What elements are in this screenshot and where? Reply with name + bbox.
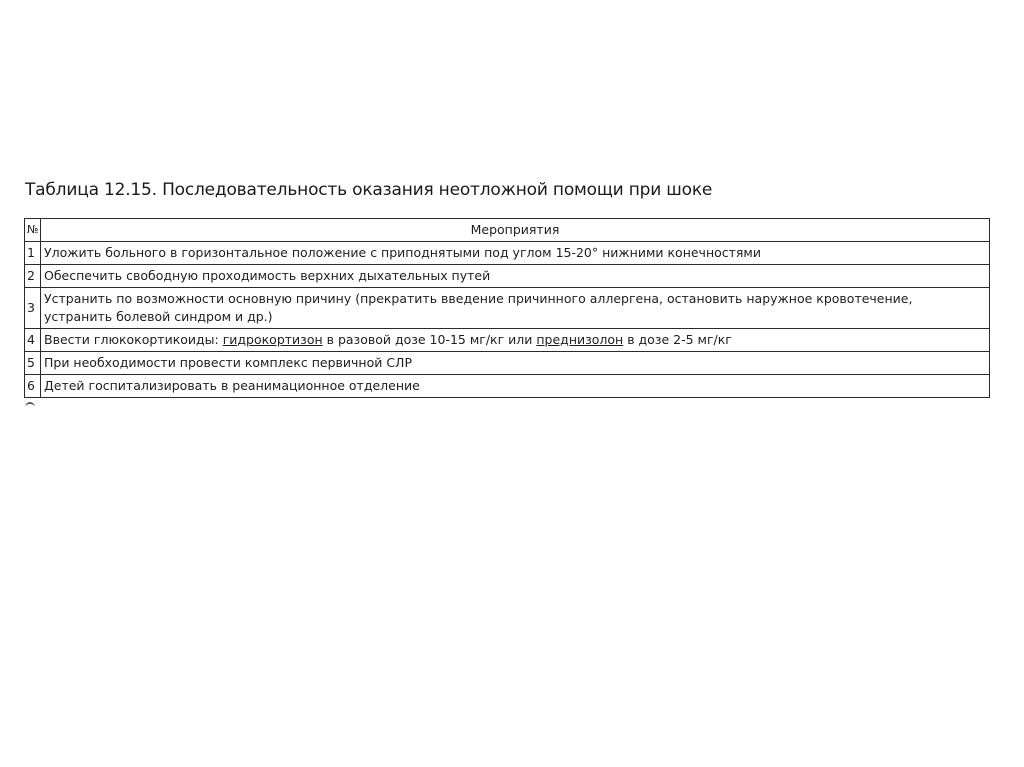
- row-number: 6: [25, 375, 41, 398]
- row-number: 4: [25, 329, 41, 352]
- row-text: При необходимости провести комплекс первичной СЛР: [41, 352, 990, 375]
- table-row: [25, 352, 990, 375]
- table-row: [25, 242, 990, 265]
- drug-name-prednisolone: преднизолон: [536, 332, 624, 347]
- table-row: [25, 329, 990, 352]
- text-fragment: в дозе 2-5 мг/кг: [623, 332, 732, 347]
- table-row: [25, 265, 990, 288]
- text-fragment: Ввести глюкокортикоиды:: [44, 332, 223, 347]
- emergency-care-table: [24, 218, 990, 398]
- header-actions: Мероприятия: [41, 219, 990, 242]
- table-header-row: [25, 219, 990, 242]
- row-text: [41, 288, 990, 329]
- table-caption: Таблица 12.15. Последовательность оказания неотложной помощи при шоке: [25, 180, 713, 200]
- header-number: №: [25, 219, 41, 242]
- row-number: 5: [25, 352, 41, 375]
- row-text: Обеспечить свободную проходимость верхних дыхательных путей: [41, 265, 990, 288]
- text-fragment: в разовой дозе 10-15 мг/кг или: [322, 332, 537, 347]
- table-row: [25, 288, 990, 329]
- row-text-line: Устранить по возможности основную причину (прекратить введение причинного аллергена, остановить наружное кровотечение,: [44, 291, 913, 306]
- row-text: Детей госпитализировать в реанимационное отделение: [41, 375, 990, 398]
- row-text: [41, 329, 990, 352]
- cropped-text-fragment: [25, 402, 35, 410]
- row-number: 1: [25, 242, 41, 265]
- row-text-line: устранить болевой синдром и др.): [44, 309, 273, 324]
- row-number: 2: [25, 265, 41, 288]
- drug-name-hydrocortisone: гидрокортизон: [222, 332, 323, 347]
- row-number: 3: [25, 288, 41, 329]
- row-text: Уложить больного в горизонтальное положение с приподнятыми под углом 15-20° нижними конечностями: [41, 242, 990, 265]
- table-row: [25, 375, 990, 398]
